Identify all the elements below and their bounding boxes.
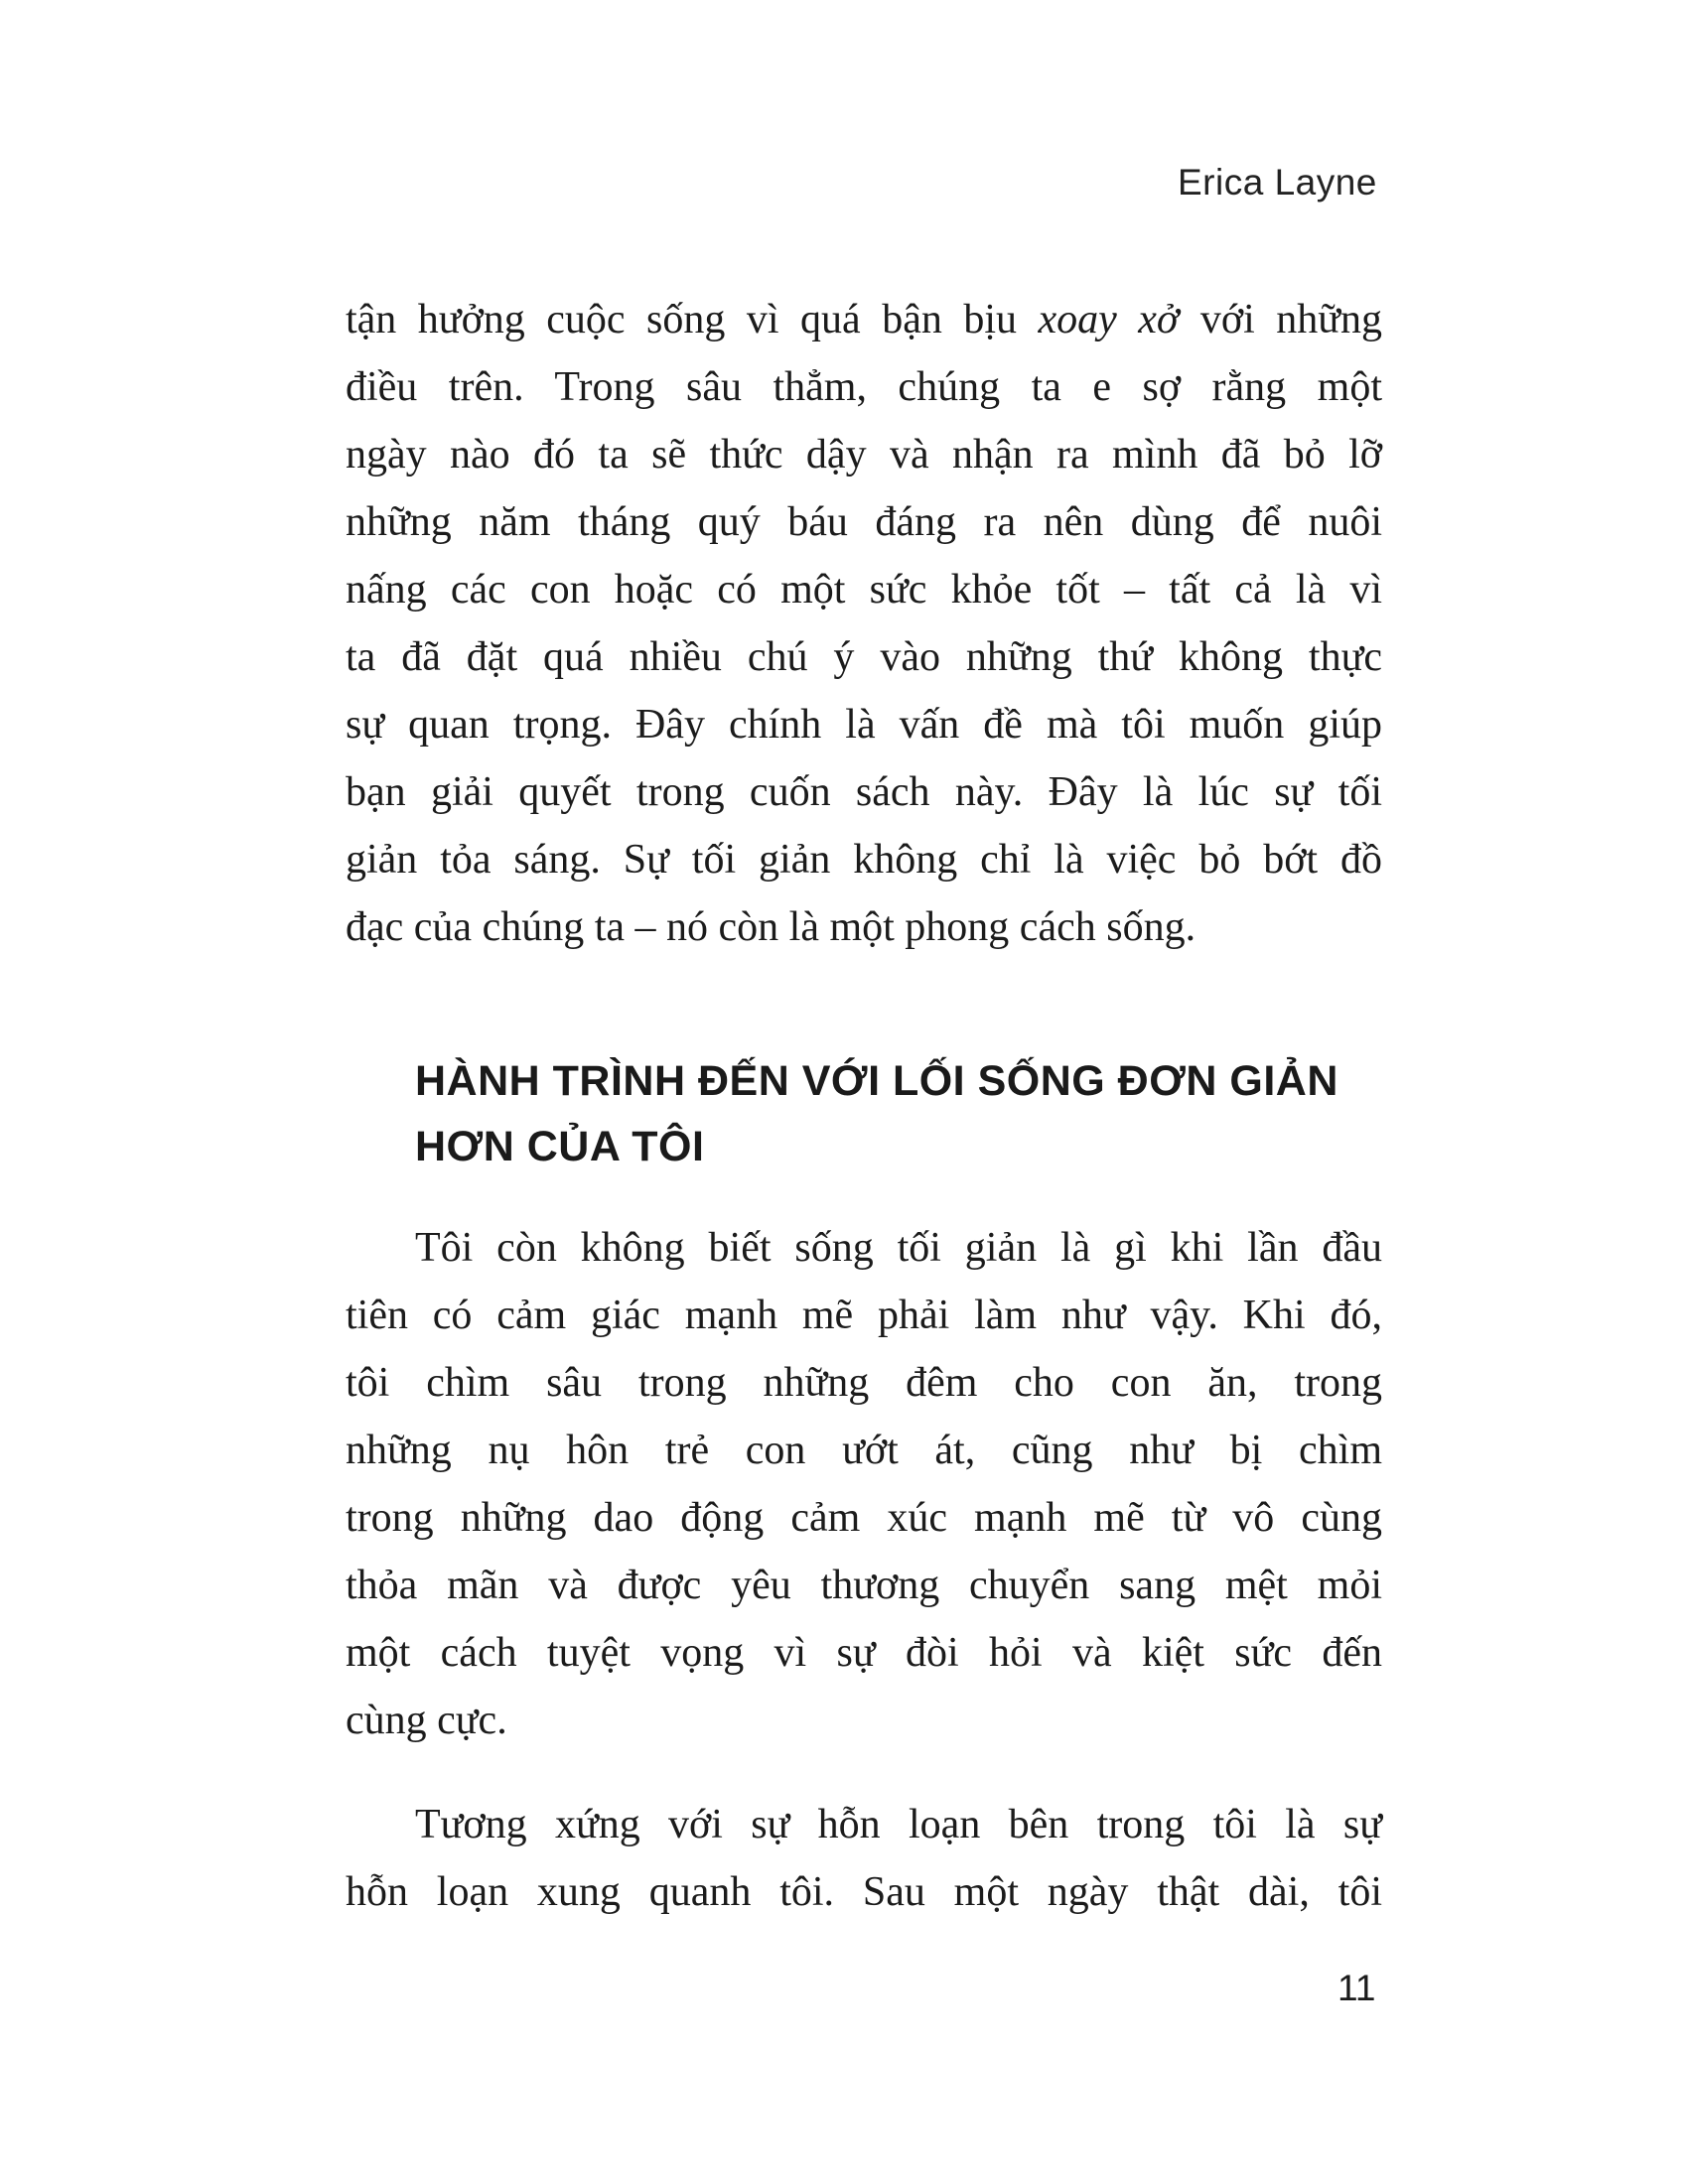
text-line bbox=[346, 286, 1382, 353]
text-line: tôi chìm sâu trong những đêm cho con ăn, trong bbox=[346, 1360, 1382, 1406]
text-line: điều trên. Trong sâu thẳm, chúng ta e sợ rằng một bbox=[346, 364, 1382, 410]
section-heading-line-1: HÀNH TRÌNH ĐẾN VỚI LỐI SỐNG ĐƠN GIẢN bbox=[415, 1057, 1338, 1105]
running-header: Erica Layne bbox=[1178, 162, 1377, 203]
text-line: những năm tháng quý báu đáng ra nên dùng để nuôi bbox=[346, 499, 1382, 545]
text-line: đạc của chúng ta – nó còn là một phong cách sống. bbox=[346, 904, 1196, 950]
text-line: Tôi còn không biết sống tối giản là gì khi lần đầu bbox=[415, 1225, 1382, 1271]
text-line: sự quan trọng. Đây chính là vấn đề mà tôi muốn giúp bbox=[346, 702, 1382, 748]
text-line: những nụ hôn trẻ con ướt át, cũng như bị chìm bbox=[346, 1428, 1382, 1473]
text-line: nấng các con hoặc có một sức khỏe tốt – tất cả là vì bbox=[346, 567, 1382, 613]
page-number: 11 bbox=[1337, 1968, 1376, 2008]
text-line: thỏa mãn và được yêu thương chuyển sang mệt mỏi bbox=[346, 1563, 1382, 1608]
text-line: Tương xứng với sự hỗn loạn bên trong tôi là sự bbox=[415, 1802, 1382, 1847]
italic-phrase: xoay xở bbox=[1038, 297, 1180, 342]
text-line: giản tỏa sáng. Sự tối giản không chỉ là việc bỏ bớt đồ bbox=[346, 837, 1382, 883]
page-content bbox=[346, 286, 1382, 1926]
paragraph bbox=[346, 1791, 1382, 1926]
text-line: một cách tuyệt vọng vì sự đòi hỏi và kiệt sức đến bbox=[346, 1630, 1382, 1676]
section-heading-line-2: HƠN CỦA TÔI bbox=[415, 1123, 705, 1170]
text-line: hỗn loạn xung quanh tôi. Sau một ngày thật dài, tôi bbox=[346, 1869, 1382, 1915]
text-line: cùng cực. bbox=[346, 1698, 507, 1743]
text-segment: với những bbox=[1199, 297, 1382, 342]
text-line: ngày nào đó ta sẽ thức dậy và nhận ra mình đã bỏ lỡ bbox=[346, 432, 1382, 478]
text-segment: tận hưởng cuộc sống vì quá bận bịu bbox=[346, 297, 1018, 342]
text-line: bạn giải quyết trong cuốn sách này. Đây là lúc sự tối bbox=[346, 769, 1382, 815]
text-line: tiên có cảm giác mạnh mẽ phải làm như vậy. Khi đó, bbox=[346, 1293, 1382, 1338]
text-line: trong những dao động cảm xúc mạnh mẽ từ vô cùng bbox=[346, 1495, 1382, 1541]
paragraph bbox=[346, 1214, 1382, 1754]
paragraph-continuation bbox=[346, 286, 1382, 961]
section-heading bbox=[346, 1048, 1382, 1179]
text-line: ta đã đặt quá nhiều chú ý vào những thứ không thực bbox=[346, 634, 1382, 680]
